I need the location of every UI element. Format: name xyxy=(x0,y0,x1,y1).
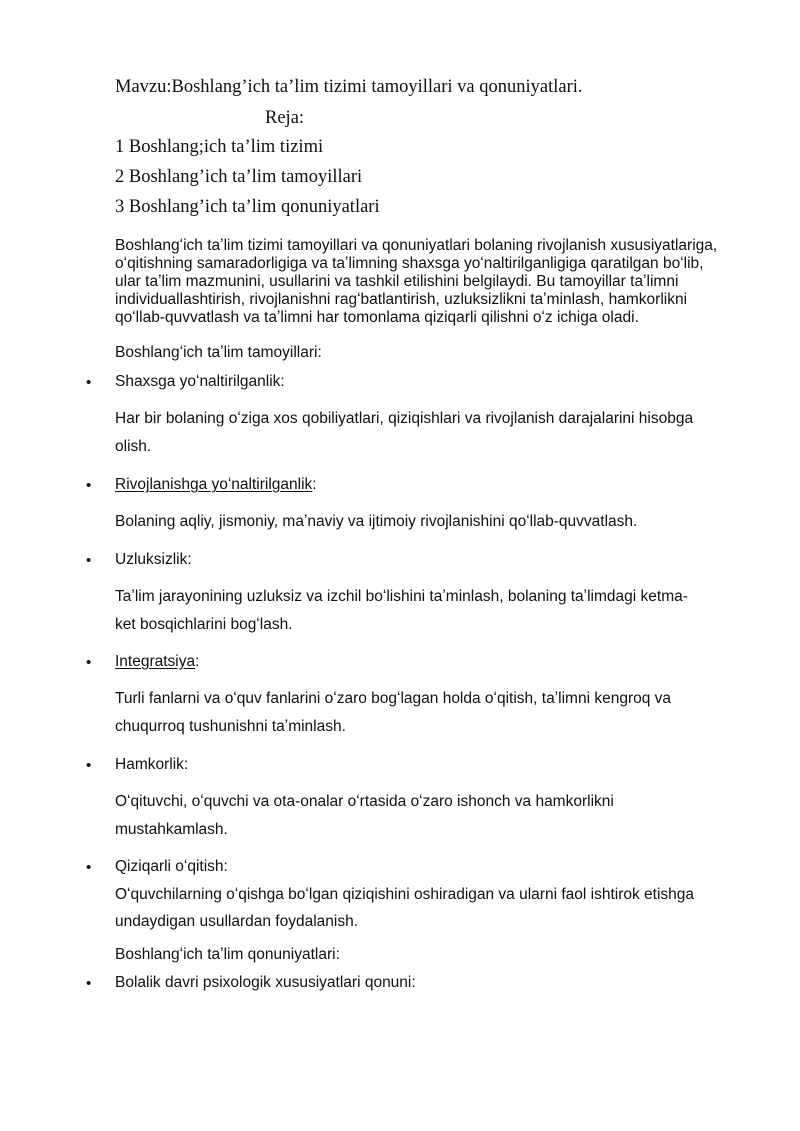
principle-description: Turli fanlarni va oʻquv fanlarini oʻzaro bogʻlagan holda oʻqitish, taʼlimni kengroq va xyxy=(115,690,672,707)
principle-suffix: : xyxy=(280,373,285,390)
principle-suffix: : xyxy=(223,858,228,875)
intro-paragraph-line: Boshlangʻich taʼlim tizimi tamoyillari va qonuniyatlari bolaning rivojlanish xususiyatlariga, xyxy=(115,237,718,254)
principle-title xyxy=(115,373,285,391)
bullet-icon: • xyxy=(86,552,92,569)
principle-title xyxy=(115,653,199,671)
plan-item: 2 Boshlang’ich ta’lim tamoyillari xyxy=(115,167,363,187)
principles-heading: Boshlangʻich taʼlim tamoyillari: xyxy=(115,344,322,361)
principle-title xyxy=(115,551,192,569)
bullet-icon: • xyxy=(86,975,92,992)
principle-description: olish. xyxy=(115,438,152,455)
principle-name: Hamkorlik xyxy=(115,756,184,773)
laws-heading: Boshlangʻich taʼlim qonuniyatlari: xyxy=(115,946,340,963)
principle-name: Uzluksizlik xyxy=(115,551,188,568)
principle-name-link[interactable]: Rivojlanishga yoʻnaltirilganlik xyxy=(115,476,313,493)
principle-description: Taʼlim jarayonining uzluksiz va izchil boʻlishini taʼminlash, bolaning taʼlimdagi ketma- xyxy=(115,588,688,605)
document-title: Mavzu:Boshlang’ich ta’lim tizimi tamoyillari va qonuniyatlari. xyxy=(115,77,583,97)
principle-title xyxy=(115,858,228,876)
principle-description: Oʻqituvchi, oʻquvchi va ota-onalar oʻrtasida oʻzaro ishonch va hamkorlikni xyxy=(115,793,614,810)
plan-item: 1 Boshlang;ich ta’lim tizimi xyxy=(115,137,324,157)
principle-description: Oʻquvchilarning oʻqishga boʻlgan qiziqishini oshiradigan va ularni faol ishtirok etishga xyxy=(115,886,695,903)
principle-description: undaydigan usullardan foydalanish. xyxy=(115,913,359,930)
principle-suffix: : xyxy=(187,551,192,568)
principle-suffix: : xyxy=(195,653,200,670)
intro-paragraph-line: ular taʼlim mazmunini, usullarini va tashkil etilishini belgilaydi. Bu tamoyillar taʼlimni xyxy=(115,273,679,290)
principle-name: Qiziqarli oʻqitish xyxy=(115,858,224,875)
principle-description: ket bosqichlarini bogʻlash. xyxy=(115,616,293,633)
principle-description: Bolaning aqliy, jismoniy, maʼnaviy va ijtimoiy rivojlanishini qoʻllab-quvvatlash. xyxy=(115,513,638,530)
principle-description: chuqurroq tushunishni taʼminlash. xyxy=(115,718,346,735)
intro-paragraph-line: oʻqitishning samaradorligiga va taʼlimning shaxsga yoʻnaltirilganligiga qaratilgan boʻlib, xyxy=(115,255,704,272)
principle-suffix: : xyxy=(312,476,317,493)
intro-paragraph-line: individuallashtirish, rivojlanishni ragʻbatlantirish, uzluksizlikni taʼminlash, hamkorlikni xyxy=(115,291,688,308)
bullet-icon: • xyxy=(86,757,92,774)
bullet-icon: • xyxy=(86,654,92,671)
principle-title xyxy=(115,476,317,494)
plan-heading: Reja: xyxy=(265,108,305,128)
intro-paragraph-line: qoʻllab-quvvatlash va taʼlimni har tomonlama qiziqarli qilishni oʻz ichiga oladi. xyxy=(115,309,639,326)
principle-name-link[interactable]: Integratsiya xyxy=(115,653,196,670)
plan-item: 3 Boshlang’ich ta’lim qonuniyatlari xyxy=(115,197,380,217)
principle-description: mustahkamlash. xyxy=(115,821,228,838)
principle-title xyxy=(115,756,188,774)
bullet-icon: • xyxy=(86,477,92,494)
bullet-icon: • xyxy=(86,374,92,391)
principle-description: Har bir bolaning oʻziga xos qobiliyatlari, qiziqishlari va rivojlanish darajalarini hisobga xyxy=(115,410,694,427)
law-title xyxy=(115,974,416,992)
principle-suffix: : xyxy=(183,756,189,773)
law-suffix: : xyxy=(411,974,416,991)
law-name: Bolalik davri psixologik xususiyatlari qonuni xyxy=(115,974,412,991)
bullet-icon: • xyxy=(86,859,92,876)
principle-name: Shaxsga yoʻnaltirilganlik xyxy=(115,373,281,390)
